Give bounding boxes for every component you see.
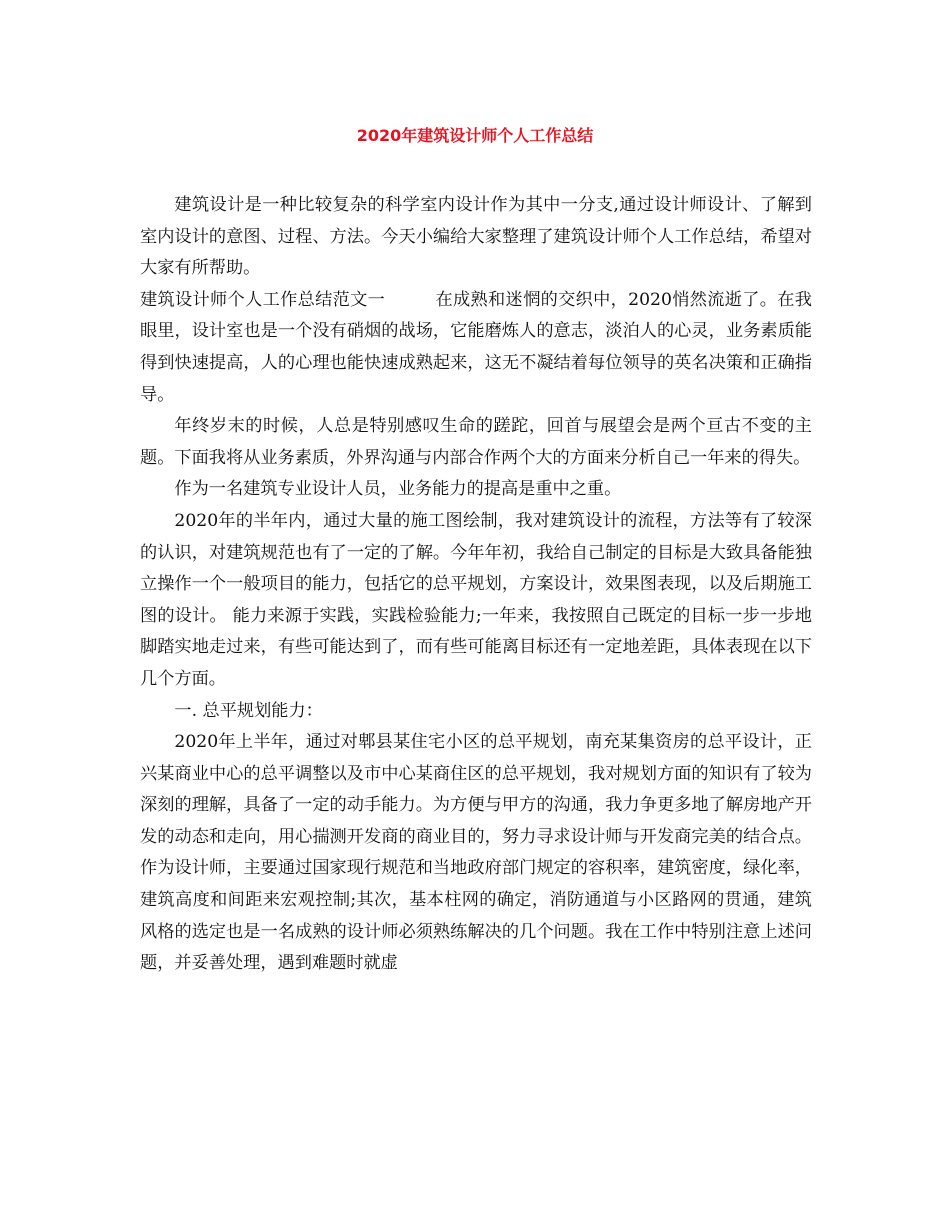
- subsection-heading: 一. 总平规划能力：: [174, 700, 323, 721]
- document-body: [140, 190, 812, 980]
- body-paragraph: 2020年的半年内，通过大量的施工图绘制，我对建筑设计的流程，方法等有了较深的认识，对建筑规范也有了一定的了解。今年年初，我给自己制定的目标是大致具备能独立操作一个一般项目的能力，包括它的总平规划，方案设计，效果图表现，以及后期施工图的设计。 能力来源于实践，实践检验能力;一年来，我按照自己既定的目标一步一步地脚踏实地走过来，有些可能达到了，而有些可能离目标还有一定地差距，具体表现在以下几个方面。: [140, 510, 812, 689]
- document-title: 2020年建筑设计师个人工作总结: [356, 126, 594, 145]
- body-paragraph: 2020年上半年，通过对郫县某住宅小区的总平规划，南充某集资房的总平设计，正兴某商业中心的总平调整以及市中心某商住区的总平规划，我对规划方面的知识有了较为深刻的理解，具备了一定的动手能力。为方便与甲方的沟通，我力争更多地了解房地产开发的动态和走向，用心揣测开发商的商业目的，努力寻求设计师与开发商完美的结合点。作为设计师，主要通过国家现行规范和当地政府部门规定的容积率，建筑密度，绿化率，建筑高度和间距来宏观控制;其次，基本柱网的确定，消防通道与小区路网的贯通，建筑风格的选定也是一名成熟的设计师必须熟练解决的几个问题。我在工作中特别注意上述问题，并妥善处理，遇到难题时就虚: [140, 732, 812, 974]
- section-opening: 在成熟和迷惘的交织中，2020悄然流逝了。在我眼里，设计室也是一个没有硝烟的战场，它能磨炼人的意志，淡泊人的心灵，业务素质能得到快速提高，人的心理也能快速成熟起来，这无不凝结着每位领导的英名决策和正确指导。: [140, 289, 812, 405]
- body-paragraph: 作为一名建筑专业设计人员，业务能力的提高是重中之重。: [174, 479, 622, 500]
- section-heading: 建筑设计师个人工作总结范文一: [140, 289, 386, 310]
- body-paragraph: 年终岁末的时候，人总是特别感叹生命的蹉跎，回首与展望会是两个亘古不变的主题。下面我将从业务素质，外界沟通与内部合作两个大的方面来分析自己一年来的得失。: [140, 416, 812, 468]
- intro-paragraph: 建筑设计是一种比较复杂的科学室内设计作为其中一分支,通过设计师设计、了解到室内设计的意图、过程、方法。今天小编给大家整理了建筑设计师个人工作总结，希望对大家有所帮助。: [140, 195, 812, 279]
- section-paragraph: [140, 285, 812, 411]
